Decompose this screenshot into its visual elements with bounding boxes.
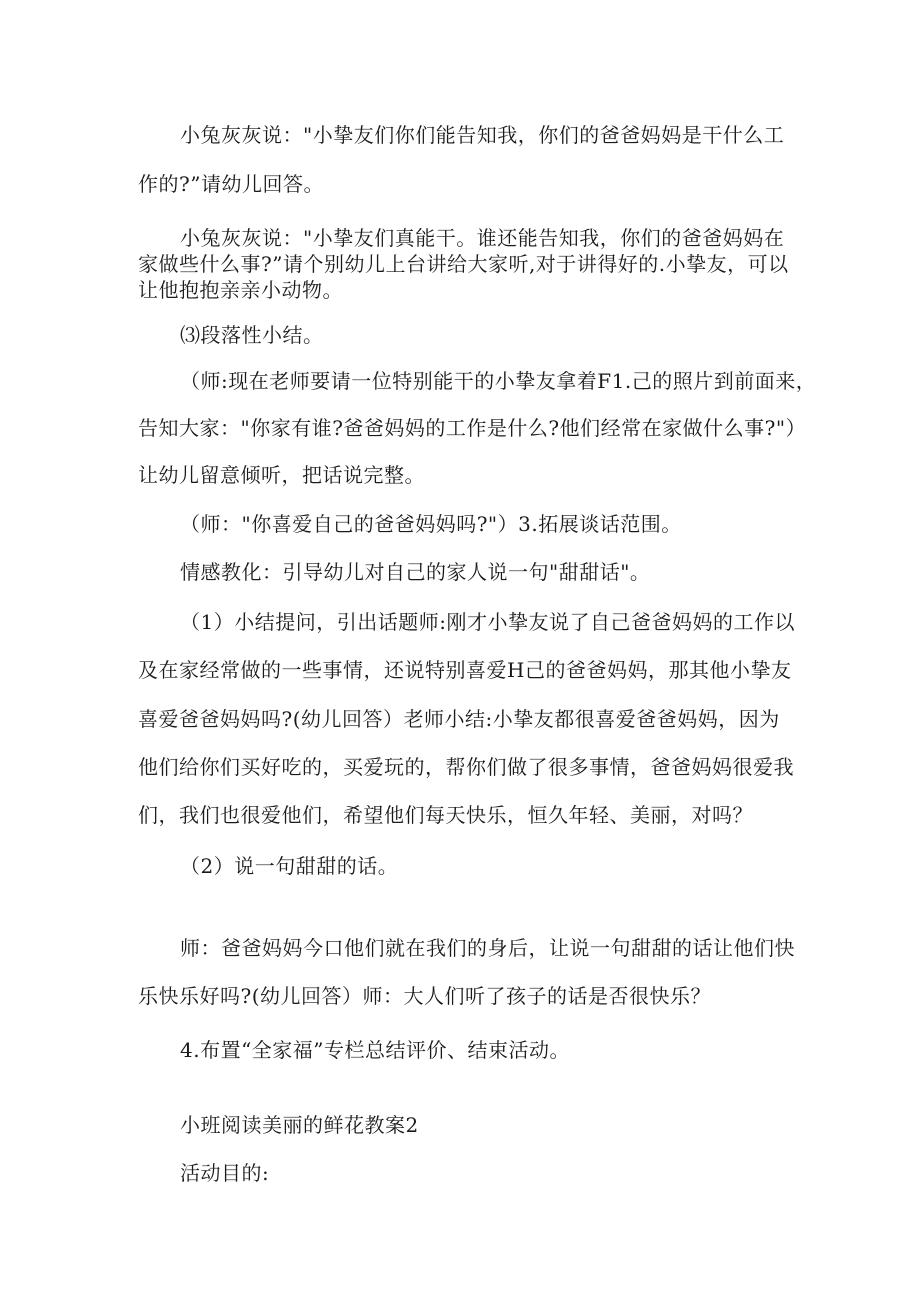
paragraph-line: 活动目的: xyxy=(180,1161,270,1185)
paragraph-line: 小兔灰灰说："小挚友们你们能告知我，你们的爸爸妈妈是干什么工 xyxy=(180,123,785,147)
paragraph-line: 乐快乐好吗?(幼儿回答）师：大人们听了孩子的话是否很快乐？ xyxy=(138,984,712,1008)
paragraph-line: 作的?”请幼儿回答。 xyxy=(138,172,324,196)
paragraph-line: （师："你喜爱自己的爸爸妈妈吗?"）3.拓展谈话范围。 xyxy=(180,512,682,536)
paragraph-line: 让幼儿留意倾听，把话说完整。 xyxy=(138,463,425,487)
paragraph-line: 让他抱抱亲亲小动物。 xyxy=(138,278,343,302)
paragraph-line: 家做些什么事?”请个别幼儿上台讲给大家听,对于讲得好的.小挚友，可以 xyxy=(138,252,789,276)
paragraph-line: （师:现在老师要请一位特别能干的小挚友拿着F1.己的照片到前面来， xyxy=(180,369,817,393)
paragraph-line: （2）说一句甜甜的话。 xyxy=(180,854,399,878)
section-heading: 小班阅读美丽的鲜花教案2 xyxy=(180,1113,419,1137)
paragraph-line: 小兔灰灰说："小挚友们真能干。谁还能告知我，你们的爸爸妈妈在 xyxy=(180,226,785,250)
paragraph-line: 4.布置“全家福”专栏总结评价、结束活动。 xyxy=(180,1038,571,1062)
paragraph-line: （1）小结提问，引出话题师:刚才小挚友说了自己爸爸妈妈的工作以 xyxy=(180,610,795,634)
paragraph-line: 们，我们也很爱他们，希望他们每天快乐，恒久年轻、美丽，对吗？ xyxy=(138,803,753,827)
paragraph-line: 及在家经常做的一些事情，还说特别喜爱H己的爸爸妈妈，那其他小挚友 xyxy=(138,658,792,682)
paragraph-line: 他们给你们买好吃的，买爱玩的，帮你们做了很多事情，爸爸妈妈很爱我 xyxy=(138,755,794,779)
paragraph-line: ⑶段落性小结。 xyxy=(180,323,324,347)
paragraph-line: 告知大家："你家有谁?爸爸妈妈的工作是什么?他们经常在家做什么事?"） xyxy=(138,416,807,440)
paragraph-line: 喜爱爸爸妈妈吗?(幼儿回答）老师小结:小挚友都很喜爱爸爸妈妈，因为 xyxy=(138,707,780,731)
paragraph-line: 情感教化：引导幼儿对自己的家人说一句"甜甜话"。 xyxy=(180,560,651,584)
paragraph-line: 师：爸爸妈妈今口他们就在我们的身后，让说一句甜甜的话让他们快 xyxy=(180,936,795,960)
